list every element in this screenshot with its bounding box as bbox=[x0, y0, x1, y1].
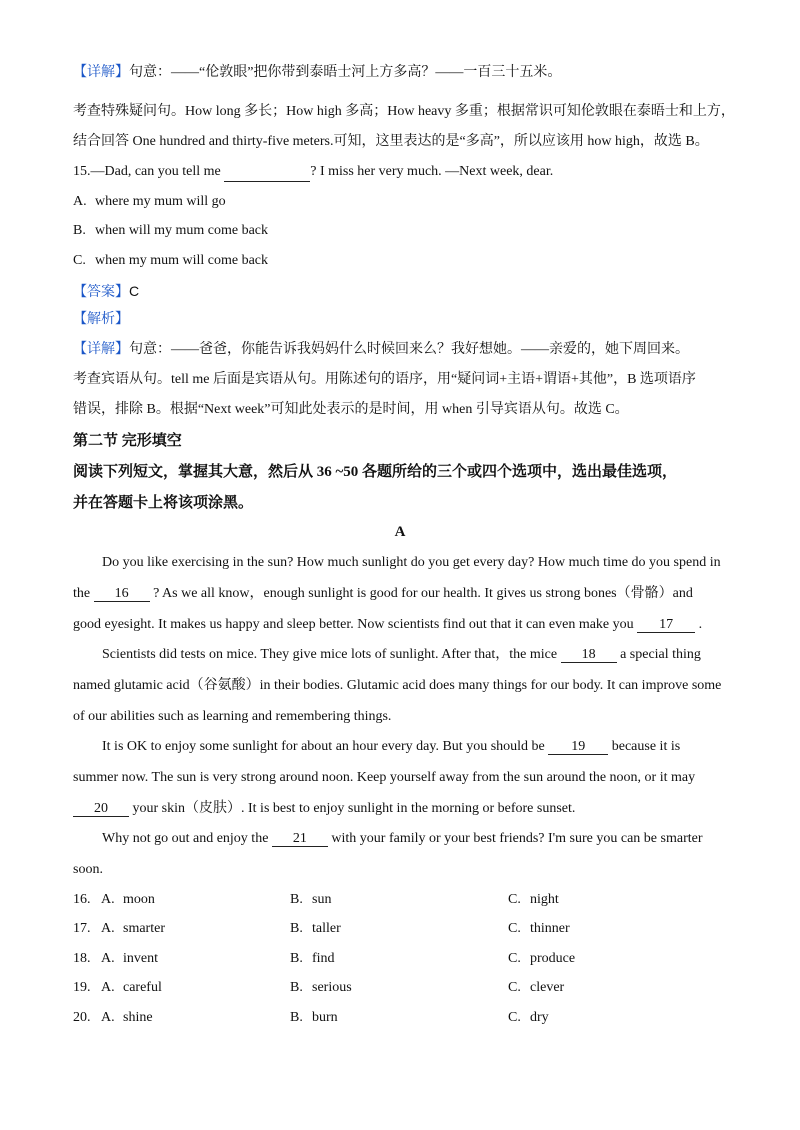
option-text: where my mum will go bbox=[95, 194, 226, 209]
text: because it is bbox=[608, 739, 681, 754]
text: your skin（皮肤）. It is best to enjoy sunlight in the morning or before sunset. bbox=[129, 801, 576, 816]
passage-line bbox=[102, 830, 703, 848]
text: the bbox=[73, 586, 94, 601]
detail-text: 句意：——爸爸，你能告诉我妈妈什么时候回来么？我好想她。——亲爱的，她下周回来。 bbox=[129, 342, 689, 357]
q15-analysis-tag: 【解析】 bbox=[73, 312, 129, 327]
q15-option-c bbox=[73, 252, 268, 270]
q15-detail-line-2: 考查宾语从句。tell me 后面是宾语从句。用陈述句的语序，用“疑问词+主语+谓语+其他”，B 选项语序 bbox=[73, 372, 696, 387]
passage-line bbox=[102, 738, 680, 756]
blank-16: 16 bbox=[94, 586, 150, 602]
blank-21: 21 bbox=[272, 831, 328, 847]
passage-line bbox=[73, 616, 702, 634]
option-letter: A. bbox=[101, 892, 115, 907]
choice-18-b bbox=[290, 950, 335, 968]
option-text: when will my mum come back bbox=[95, 223, 269, 238]
choice-16-b bbox=[290, 891, 331, 909]
q15-stem-before: 15.—Dad, can you tell me bbox=[73, 164, 225, 179]
passage-line: named glutamic acid（谷氨酸）in their bodies. Glutamic acid does many things for our body. It can improve some bbox=[73, 678, 722, 693]
choice-row-20 bbox=[73, 1009, 153, 1027]
text: a special thing bbox=[616, 647, 701, 662]
option-letter: C. bbox=[508, 980, 521, 995]
option-text: dry bbox=[530, 1010, 549, 1025]
text: with your family or your best friends? I'm sure you can be smarter bbox=[327, 831, 703, 846]
q14-analysis-line-1: 考查特殊疑问句。How long 多长；How high 多高；How heavy 多重；根据常识可知伦敦眼在泰晤士和上方， bbox=[73, 104, 735, 119]
section-instruction-2: 并在答题卡上将该项涂黑。 bbox=[73, 495, 254, 511]
option-text: when my mum will come back bbox=[95, 253, 269, 268]
choice-row-18 bbox=[73, 950, 158, 968]
choice-20-b bbox=[290, 1009, 338, 1027]
option-letter: B. bbox=[73, 223, 86, 238]
option-text: find bbox=[312, 951, 335, 966]
q14-analysis-line-2: 结合回答 One hundred and thirty-five meters.可知，这里表达的是“多高”，所以应该用 how high，故选 B。 bbox=[73, 134, 709, 149]
option-text: invent bbox=[123, 951, 158, 966]
option-letter: B. bbox=[290, 951, 303, 966]
option-text: shine bbox=[123, 1010, 153, 1025]
detail-tag: 【详解】 bbox=[73, 342, 129, 357]
passage-line: Do you like exercising in the sun? How much sunlight do you get every day? How much time do you spend in bbox=[102, 555, 721, 570]
passage-line: summer now. The sun is very strong around noon. Keep yourself away from the sun around the noon, or it may bbox=[73, 770, 696, 785]
blank-18: 18 bbox=[561, 647, 617, 663]
option-letter: C. bbox=[508, 1010, 521, 1025]
text: Scientists did tests on mice. They give mice lots of sunlight. After that，the mice bbox=[102, 647, 561, 662]
option-letter: C. bbox=[73, 253, 86, 268]
option-letter: C. bbox=[508, 921, 521, 936]
question-number: 19. bbox=[73, 980, 91, 995]
option-letter: B. bbox=[290, 980, 303, 995]
option-text: produce bbox=[530, 951, 576, 966]
choice-row-17 bbox=[73, 920, 165, 938]
answer-value: C bbox=[129, 283, 140, 299]
option-text: clever bbox=[530, 980, 565, 995]
option-letter: B. bbox=[290, 921, 303, 936]
q15-blank bbox=[224, 163, 310, 182]
option-text: taller bbox=[312, 921, 341, 936]
blank-17: 17 bbox=[637, 617, 695, 633]
section-instruction-1: 阅读下列短文，掌握其大意，然后从 36 ~50 各题所给的三个或四个选项中，选出最佳选项， bbox=[73, 464, 678, 480]
passage-line bbox=[73, 585, 693, 603]
passage-line: of our abilities such as learning and remembering things. bbox=[73, 709, 392, 724]
q15-detail-line-3: 错误，排除 B。根据“Next week”可知此处表示的是时间，用 when 引导宾语从句。故选 C。 bbox=[73, 402, 629, 417]
q15-option-b bbox=[73, 222, 268, 240]
choice-19-b bbox=[290, 979, 352, 997]
text: Why not go out and enjoy the bbox=[102, 831, 272, 846]
option-text: careful bbox=[123, 980, 162, 995]
detail-text: 句意：——“伦敦眼”把你带到泰晤士河上方多高？——一百三十五米。 bbox=[129, 65, 562, 80]
passage-line bbox=[73, 800, 575, 818]
option-text: sun bbox=[312, 892, 332, 907]
option-letter: A. bbox=[73, 194, 87, 209]
option-letter: A. bbox=[101, 1010, 115, 1025]
option-letter: B. bbox=[290, 1010, 303, 1025]
choice-row-16 bbox=[73, 891, 155, 909]
option-letter: A. bbox=[101, 951, 115, 966]
question-number: 17. bbox=[73, 921, 91, 936]
choice-17-c bbox=[508, 920, 570, 938]
q15-option-a bbox=[73, 193, 226, 211]
choice-19-c bbox=[508, 979, 564, 997]
option-letter: A. bbox=[101, 921, 115, 936]
option-text: night bbox=[530, 892, 559, 907]
option-text: thinner bbox=[530, 921, 570, 936]
option-letter: C. bbox=[508, 951, 521, 966]
answer-tag: 【答案】 bbox=[73, 285, 129, 300]
choice-17-b bbox=[290, 920, 341, 938]
q14-detail-line bbox=[73, 64, 561, 82]
passage-title: A bbox=[394, 524, 406, 540]
text: It is OK to enjoy some sunlight for about an hour every day. But you should be bbox=[102, 739, 549, 754]
text: good eyesight. It makes us happy and sleep better. Now scientists find out that it can even make you bbox=[73, 617, 638, 632]
passage-line bbox=[102, 646, 701, 664]
option-text: smarter bbox=[123, 921, 165, 936]
q15-detail-line-1 bbox=[73, 341, 689, 359]
detail-tag: 【详解】 bbox=[73, 65, 129, 80]
text: . bbox=[695, 617, 703, 632]
option-letter: B. bbox=[290, 892, 303, 907]
option-text: moon bbox=[123, 892, 155, 907]
blank-19: 19 bbox=[548, 739, 608, 755]
question-number: 18. bbox=[73, 951, 91, 966]
question-number: 16. bbox=[73, 892, 91, 907]
option-letter: C. bbox=[508, 892, 521, 907]
option-text: burn bbox=[312, 1010, 338, 1025]
passage-line: soon. bbox=[73, 862, 103, 877]
text: ? As we all know，enough sunlight is good for our health. It gives us strong bones（骨骼）and bbox=[149, 586, 693, 601]
option-letter: A. bbox=[101, 980, 115, 995]
choice-18-c bbox=[508, 950, 575, 968]
choice-16-c bbox=[508, 891, 559, 909]
q15-stem-after: ? I miss her very much. —Next week, dear. bbox=[310, 164, 554, 179]
choice-row-19 bbox=[73, 979, 162, 997]
option-text: serious bbox=[312, 980, 352, 995]
choice-20-c bbox=[508, 1009, 549, 1027]
q15-stem bbox=[73, 163, 553, 182]
section-heading: 第二节 完形填空 bbox=[73, 433, 182, 449]
question-number: 20. bbox=[73, 1010, 91, 1025]
blank-20: 20 bbox=[73, 801, 129, 817]
q15-answer bbox=[73, 282, 139, 302]
